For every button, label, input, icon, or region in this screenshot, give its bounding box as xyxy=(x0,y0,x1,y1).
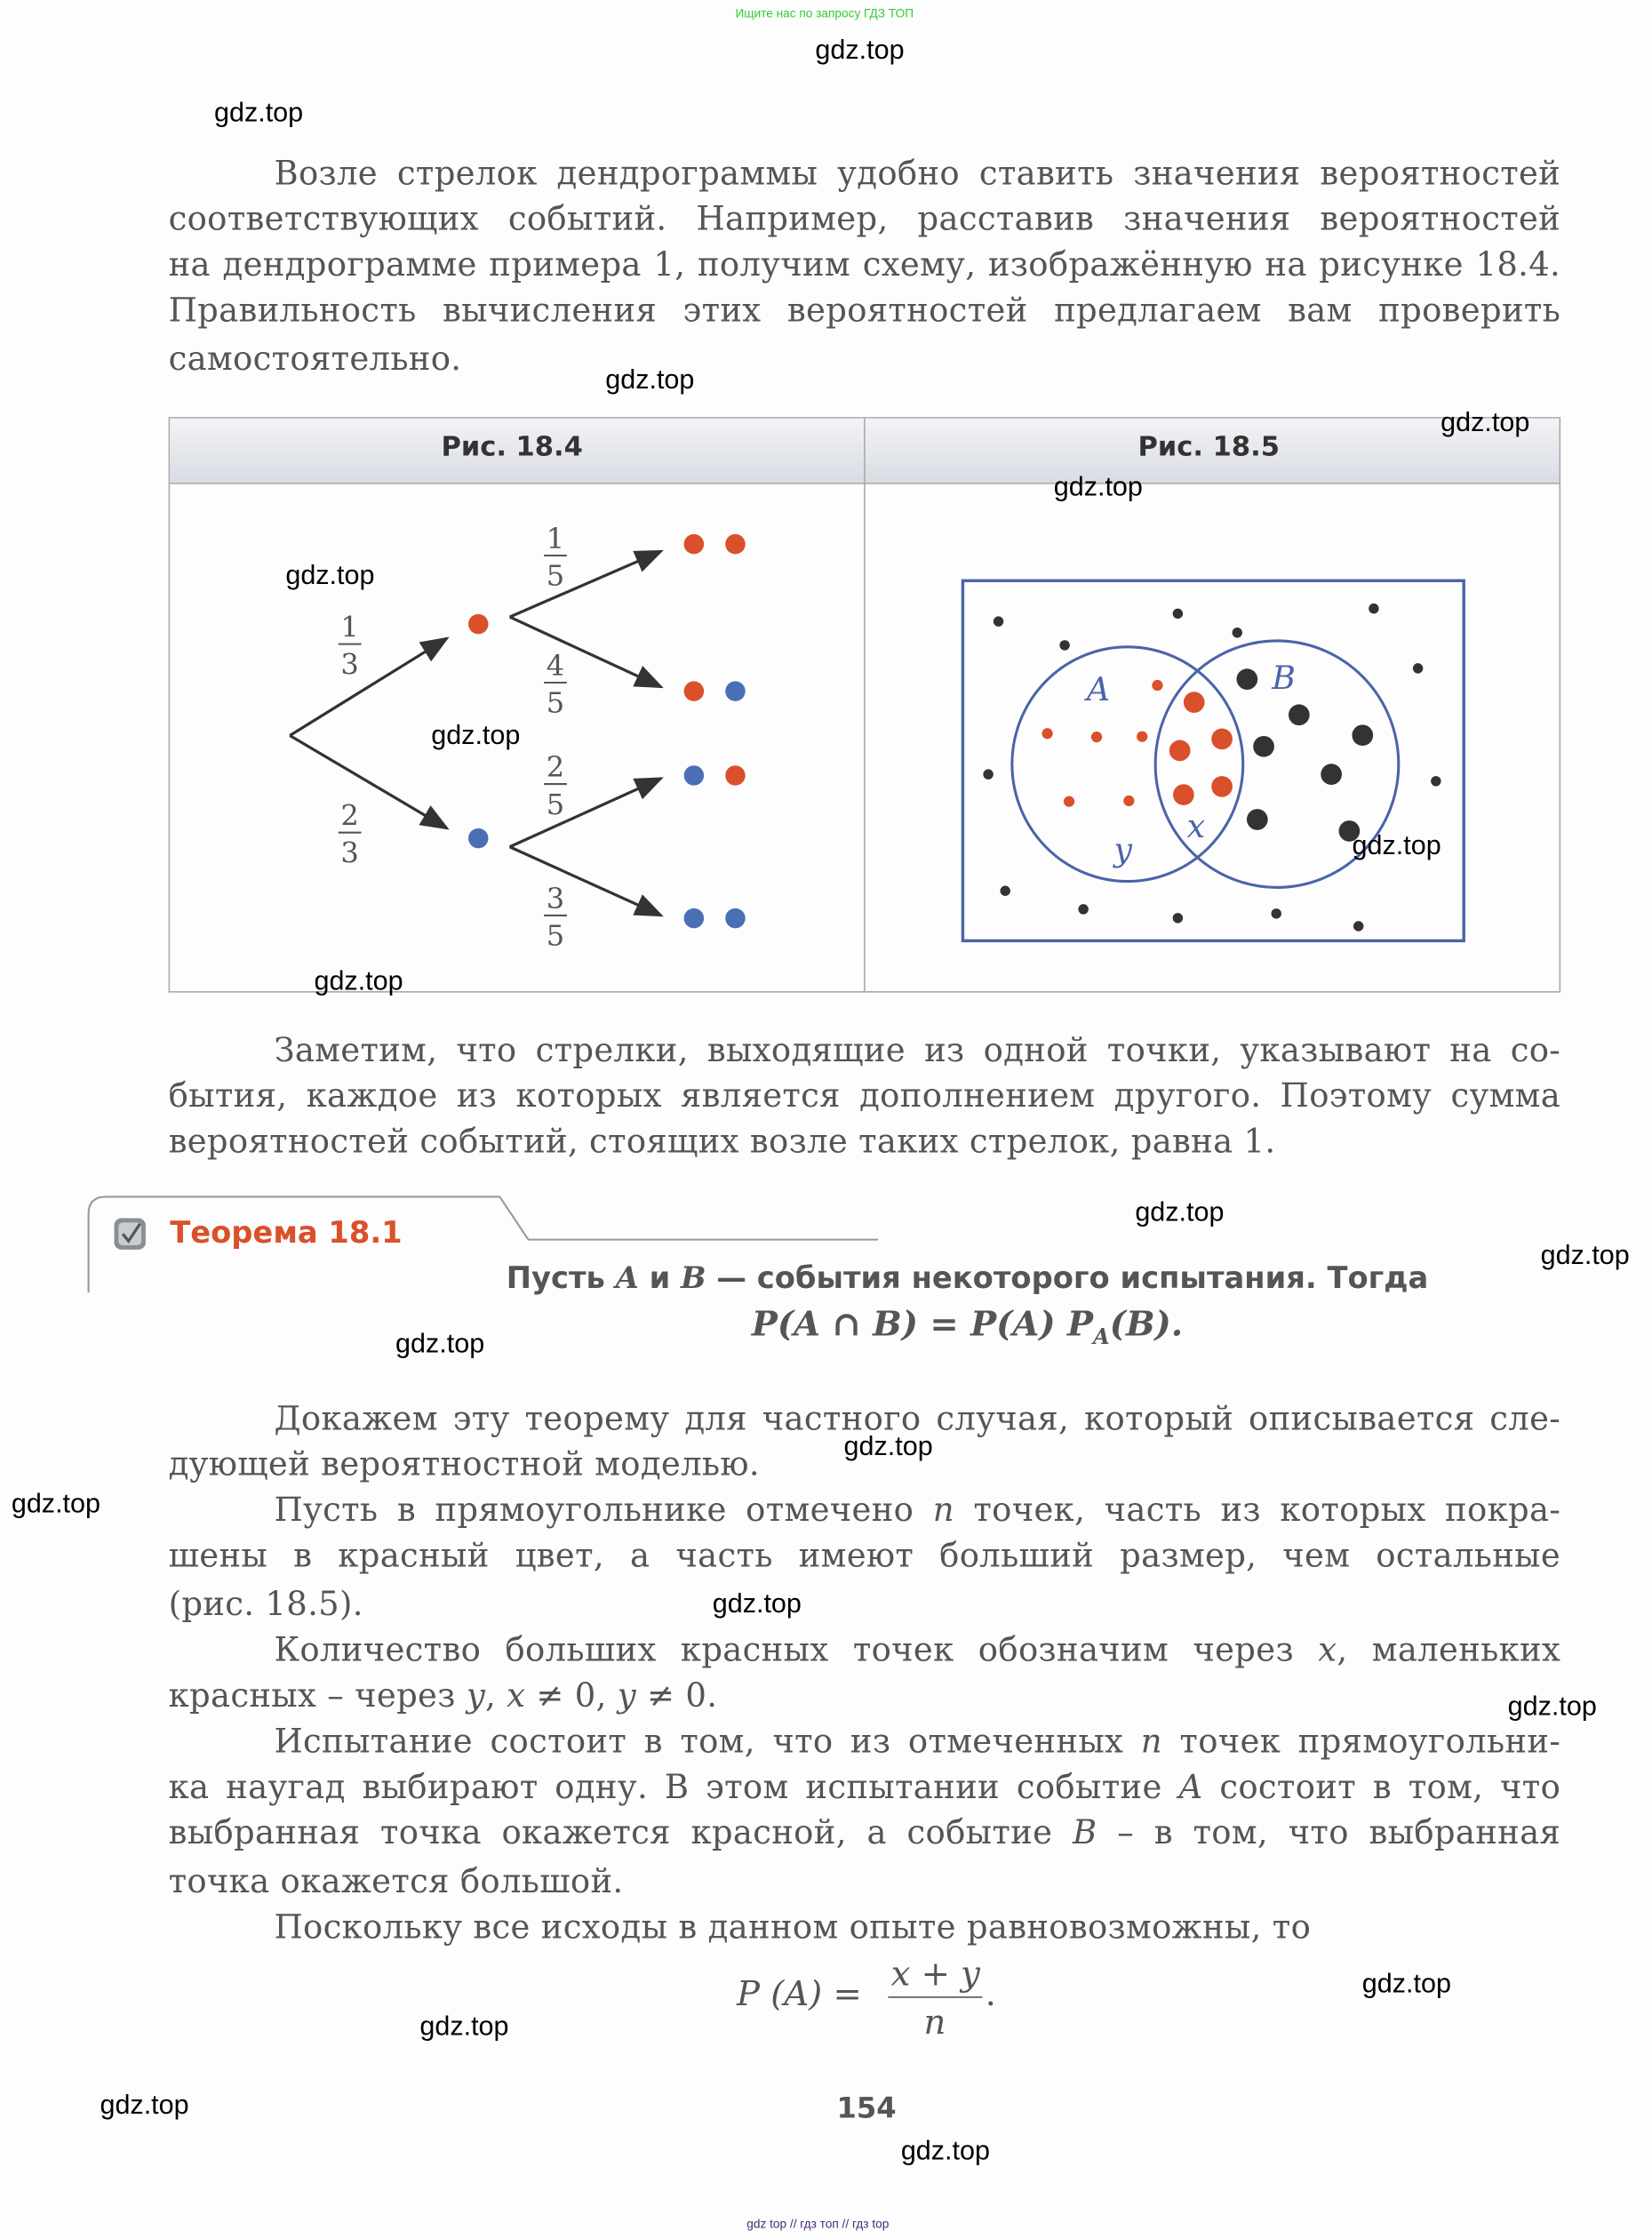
red-leaf xyxy=(684,681,704,700)
textbook-page: Ищите нас по запросу ГДЗ ТОП Возле стрелок дендрограммы удобно ставить значения вероятностей соответствующих событий. Например, расставив значения вероятностей на дендрограмме примера 1, получим схему, изображённую на рисунке 18.4. Правильность вычисления этих вероятностей предлагаем вам проверить самостоятельно. Рис. 18.4 Рис. 18.5 1 3 2 3 1 5 4 5 2 5 3 5 A B x y Заметим, что стрелки, выходящие из одной точки, указывают на со- бытия, каждое из которых является дополнением другого. Поэтому сумма вероятностей событий, стоящих возле таких стрелок, равна 1. Теорема 18.1 Пусть A и B — события некоторого испытания. Тогда P(A ∩ B) = P(A) $P_A(B)$. Докажем эту теорему для частного случая, который описывается сле- дующей вероятностной моделью. Пусть в прямоугольнике отмечено n точек, часть из которых покра- шены в красный цвет, а часть имеют больший размер, чем остальные (рис. 18.5). Количество больших красных точек обозначим через x, маленьких красных – через y, x ≠ 0, y ≠ 0. Испытание состоит в том, что из отмеченных n точек прямоугольни- ка наугад выбирают одну. В этом испытании событие A состоит в том, что выбранная точка окажется красной, а событие B – в том, что выбранная точка окажется большой. Поскольку все исходы в данном опыте равновозможны, то P (A) = x + y n . 154 gdz top // гдз топ // гдз top gdz.top gdz.top gdz.top gdz.top gdz.top gdz.top gdz.top gdz.top gdz.top gdz.top gdz.top gdz.top gdz.top gdz.top gdz.top gdz.top gdz.top gdz.top gdz.top gdz.top xyxy=(0,0,1652,2239)
fraction-label xyxy=(544,750,567,821)
text-line: Испытание состоит в том, что из отмеченных n точек прямоугольни- xyxy=(274,1723,1561,1762)
big-black-dots xyxy=(1236,668,1373,842)
text-line: бытия, каждое из которых является дополнением другого. Поэтому сумма xyxy=(168,1078,1561,1116)
sample-space-frame xyxy=(962,580,1464,940)
text-line: на дендрограмме примера 1, получим схему, изображённую на рисунке 18.4. xyxy=(168,246,1561,284)
label-a: A xyxy=(1086,669,1111,708)
fig-18-4-title: Рис. 18.4 xyxy=(441,431,583,463)
bottom-promo-note: gdz top // гдз топ // гдз top xyxy=(746,2216,890,2231)
watermark: gdz.top xyxy=(11,1489,100,1520)
text-line: Поскольку все исходы в данном опыте равновозможны, то xyxy=(274,1909,1312,1947)
watermark: gdz.top xyxy=(1361,1969,1451,2000)
label-y: y xyxy=(1113,830,1133,869)
watermark: gdz.top xyxy=(1135,1198,1225,1228)
watermark: gdz.top xyxy=(431,721,521,752)
big-red-dots xyxy=(1169,692,1233,805)
svg-text:1: 1 xyxy=(546,521,565,556)
svg-text:3: 3 xyxy=(340,836,359,870)
text-line: выбранная точка окажется красной, а событие B – в том, что выбранная xyxy=(168,1815,1561,1852)
watermark: gdz.top xyxy=(843,1432,933,1463)
svg-text:2: 2 xyxy=(340,798,359,833)
text-line: Пусть в прямоугольнике отмечено n точек, часть из которых покра- xyxy=(274,1492,1561,1530)
text-line: Правильность вычисления этих вероятностей предлагаем вам проверить xyxy=(168,292,1561,331)
venn-diagram xyxy=(951,560,1483,958)
text-line: дующей вероятностной моделью. xyxy=(168,1446,760,1484)
svg-text:5: 5 xyxy=(546,558,565,593)
blue-node xyxy=(468,828,488,848)
watermark: gdz.top xyxy=(1441,408,1530,439)
watermark: gdz.top xyxy=(900,2136,990,2167)
red-leaf xyxy=(684,534,704,554)
text-line: Возле стрелок дендрограммы удобно ставить значения вероятностей xyxy=(274,156,1561,193)
tree-arrow xyxy=(290,638,447,735)
fraction-label xyxy=(544,522,567,593)
theorem-statement: Пусть A и B — события некоторого испытания. Тогда xyxy=(506,1259,1429,1296)
fraction-label xyxy=(544,882,567,953)
red-node xyxy=(468,614,488,634)
tree-arrow xyxy=(510,617,661,687)
watermark: gdz.top xyxy=(605,365,695,396)
fraction-label xyxy=(544,649,567,720)
text-line: шены в красный цвет, а часть имеют больший размер, чем остальные xyxy=(168,1538,1561,1576)
watermark: gdz.top xyxy=(285,561,375,592)
red-leaf xyxy=(725,765,745,785)
theorem-title: Теорема 18.1 xyxy=(170,1215,403,1250)
text-line: Количество больших красных точек обозначим через x, маленьких xyxy=(274,1632,1561,1670)
page-number: 154 xyxy=(836,2091,897,2125)
watermark: gdz.top xyxy=(712,1589,802,1619)
small-black-dots xyxy=(983,604,1441,932)
fraction-label xyxy=(339,799,362,870)
svg-text:1: 1 xyxy=(340,610,359,644)
tree-arrow xyxy=(510,779,661,847)
text-line: Докажем эту теорему для частного случая, который описывается сле- xyxy=(274,1401,1561,1438)
blue-leaf xyxy=(725,681,745,700)
fraction-label xyxy=(339,611,362,682)
blue-leaf xyxy=(684,765,704,785)
watermark: gdz.top xyxy=(1053,472,1143,503)
tree-arrow xyxy=(510,847,661,916)
text-line: вероятностей событий, стоящих возле таких стрелок, равна 1. xyxy=(168,1123,1276,1162)
tree-arrow xyxy=(510,551,661,617)
text-line: ка наугад выбирают одну. В этом испытании событие A состоит в том, что xyxy=(168,1769,1561,1807)
text-line: точка окажется большой. xyxy=(168,1863,624,1901)
fig-18-5-title: Рис. 18.5 xyxy=(1137,431,1280,463)
svg-text:5: 5 xyxy=(546,787,565,821)
text-line: (рис. 18.5). xyxy=(168,1587,363,1624)
label-x: x xyxy=(1186,806,1206,845)
watermark: gdz.top xyxy=(314,966,403,997)
svg-text:3: 3 xyxy=(340,647,359,682)
text-line: Заметим, что стрелки, выходящие из одной точки, указывают на со- xyxy=(274,1032,1561,1070)
svg-text:4: 4 xyxy=(546,648,565,683)
text-line: красных – через y, x ≠ 0, y ≠ 0. xyxy=(168,1677,718,1715)
red-leaf xyxy=(725,534,745,554)
label-b: B xyxy=(1272,658,1296,697)
svg-text:5: 5 xyxy=(546,685,565,720)
watermark: gdz.top xyxy=(1540,1241,1630,1271)
watermark: gdz.top xyxy=(214,98,304,129)
top-promo-note: Ищите нас по запросу ГДЗ ТОП xyxy=(735,5,914,20)
watermark: gdz.top xyxy=(100,2091,189,2121)
svg-text:3: 3 xyxy=(546,881,565,916)
watermark: gdz.top xyxy=(395,1329,485,1360)
svg-text:5: 5 xyxy=(546,918,565,953)
text-line: соответствующих событий. Например, расставив значения вероятностей xyxy=(168,201,1561,239)
watermark: gdz.top xyxy=(815,36,905,66)
watermark: gdz.top xyxy=(1352,831,1441,861)
watermark: gdz.top xyxy=(1507,1691,1597,1723)
blue-leaf xyxy=(725,908,745,928)
theorem-formula: P(A ∩ B) = P(A) $P_A(B)$. xyxy=(751,1302,1184,1350)
watermark: gdz.top xyxy=(419,2011,509,2043)
blue-leaf xyxy=(684,908,704,928)
text-line: самостоятельно. xyxy=(168,341,462,379)
svg-text:2: 2 xyxy=(546,750,565,785)
tree-arrow xyxy=(290,735,447,828)
